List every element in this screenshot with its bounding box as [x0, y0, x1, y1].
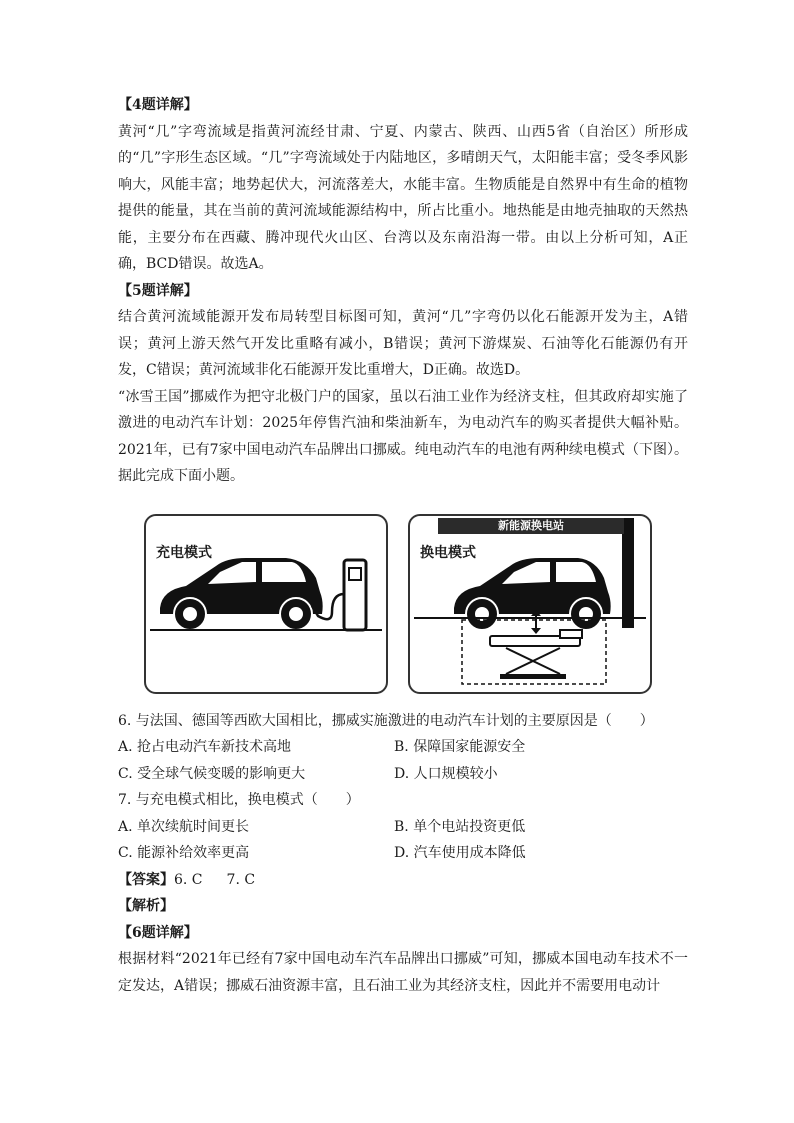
q7-option-c: C. 能源补给效率更高 — [118, 845, 250, 861]
material-paragraph: “冰雪王国”挪威作为把守北极门户的国家，虽以石油工业作为经济支柱，但其政府却实施了激进的电动汽车计划：2025年停售汽油和柴油新车，为电动汽车的购买者提供大幅补贴。2021年，已有7家中国电动汽车品牌出口挪威。纯电动汽车的电池有两种续电模式（下图）。据此完成下面小题。 — [118, 388, 688, 484]
charging-mode-label: 充电模式 — [156, 544, 212, 561]
q6-option-a: A. 抢占电动汽车新技术高地 — [118, 739, 292, 755]
q7-option-a: A. 单次续航时间更长 — [118, 818, 250, 835]
q6-option-d: D. 人口规模较小 — [394, 765, 498, 782]
q5-heading: 【5题详解】 — [118, 282, 198, 299]
station-title-bar: 新能源换电站 — [438, 518, 624, 534]
q6-options-row-1 — [118, 734, 688, 761]
q7-option-b: B. 单个电站投资更低 — [394, 818, 526, 835]
q6-option-c: C. 受全球气候变暖的影响更大 — [118, 765, 306, 782]
answer-line — [118, 867, 688, 894]
q6-analysis-text: 根据材料“2021年已经有7家中国电动车汽车品牌出口挪威”可知，挪威本国电动车技术不一定发达，A错误；挪威石油资源丰富，且石油工业为其经济支柱，因此并不需要用电动计 — [118, 951, 688, 994]
answer-q6: 6. C — [174, 871, 203, 888]
analysis-label: 【解析】 — [118, 898, 174, 914]
answer-label: 【答案】 — [118, 871, 174, 888]
battery-swap-label: 换电模式 — [420, 544, 476, 561]
q6-options-row-2 — [118, 761, 688, 788]
q5-explanation: 结合黄河流域能源开发布局转型目标图可知，黄河“几”字弯仍以化石能源开发为主，A错误；黄河上游天然气开发比重略有减小，B错误；黄河下游煤炭、石油等化石能源仍有开发，C错误；黄河流域非化石能源开发比重增大，D正确。故选D。 — [118, 309, 688, 378]
q7-options-row-1 — [118, 814, 688, 841]
q6-stem: 6. 与法国、德国等西欧大国相比，挪威实施激进的电动汽车计划的主要原因是（ ） — [118, 712, 654, 729]
charging-mode-panel — [144, 514, 388, 694]
q7-stem: 7. 与充电模式相比，换电模式（ ） — [118, 792, 360, 808]
answer-q7: 7. C — [226, 871, 256, 888]
q7-options-row-2 — [118, 840, 688, 867]
q7-option-d: D. 汽车使用成本降低 — [394, 845, 526, 861]
battery-swap-panel — [408, 514, 652, 694]
q4-heading: 【4题详解】 — [118, 97, 198, 113]
q6-option-b: B. 保障国家能源安全 — [394, 739, 526, 755]
battery-mode-figure — [118, 490, 688, 708]
document-page — [118, 92, 688, 999]
q4-explanation: 黄河“几”字弯流域是指黄河流经甘肃、宁夏、内蒙古、陕西、山西5省（自治区）所形成的“几”字形生态区域。“几”字弯流域处于内陆地区，多晴朗天气，太阳能丰富；受冬季风影响大，风能丰富；地势起伏大，河流落差大，水能丰富。生物质能是自然界中有生命的植物提供的能量，其在当前的黄河流域能源结构中，所占比重小。地热能是由地壳抽取的天然热能，主要分布在西藏、腾冲现代火山区、台湾以及东南沿海一带。由以上分析可知，A正确，BCD错误。故选A。 — [118, 123, 688, 272]
q6-analysis-heading: 【6题详解】 — [118, 924, 198, 941]
